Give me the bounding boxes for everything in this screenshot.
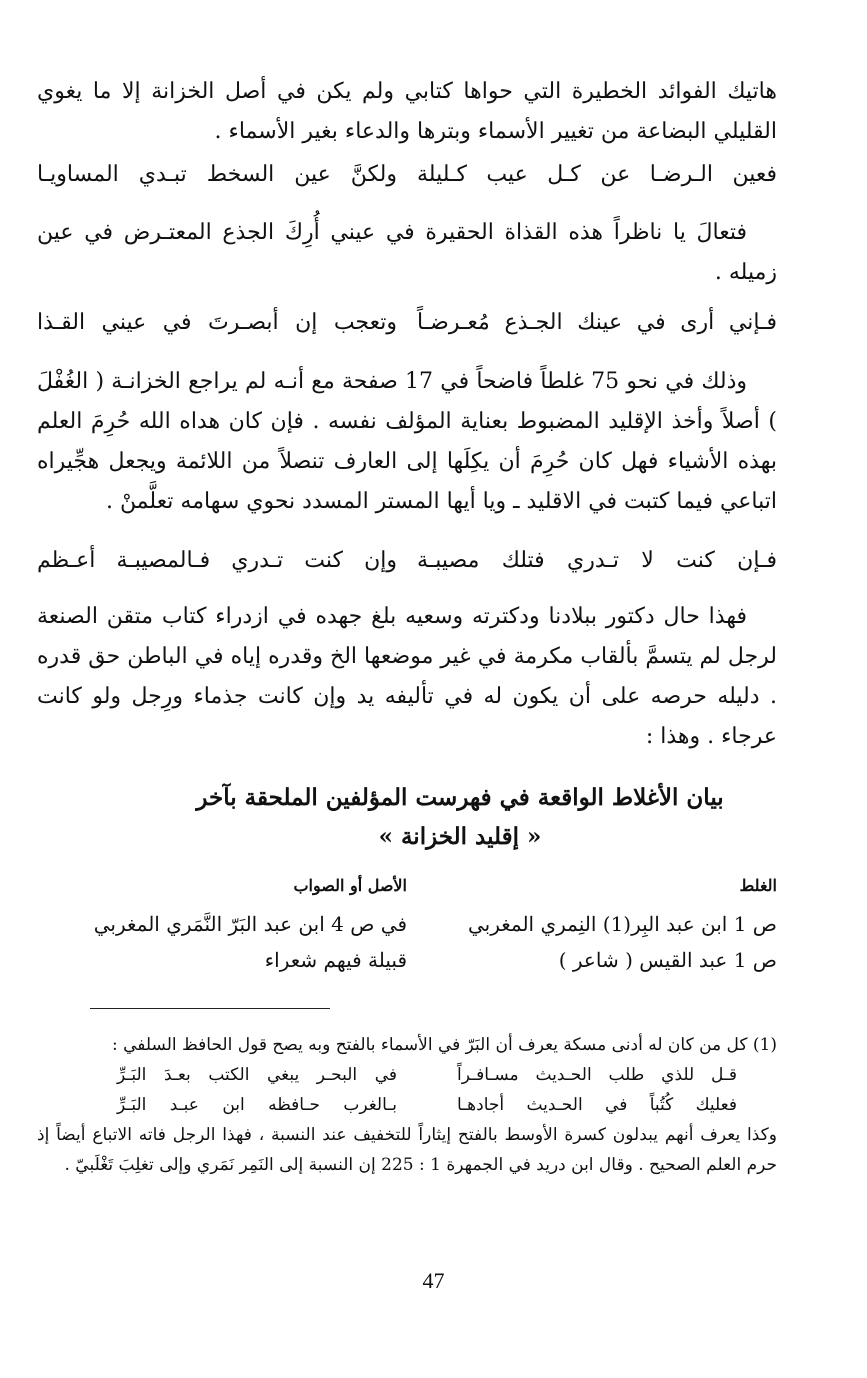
table-header xyxy=(37,876,777,906)
paragraph-4-text: فهذا حال دكتور ببلادنا ودكترته وسعيه بلغ جهده في ازدراء كتاب متقن الصنعة لرجل لم يتسمَّ بألقاب مكرمة في غير موضعها الخ وقدره إياه في الباطن حق قدره . دليله حرصه على أن يكون له في تأليفه يد وإن كانت جذماء ورِجل ولو كانت عرجاء . وهذا : xyxy=(37,604,777,749)
verse-3-second-hemistich: وإن كنت تـدري فـالمصيبـة أعـظم xyxy=(37,548,397,573)
footnote-verse-1-first: قـل للذي طلب الحـديث مسـافـراً xyxy=(457,1065,737,1085)
verse-3 xyxy=(37,538,777,584)
paragraph-4 xyxy=(37,597,777,757)
paragraph-3 xyxy=(37,362,777,522)
paragraph-2 xyxy=(37,213,777,293)
verse-2-second-hemistich: وتعجب إن أبصـرتَ في عيني القـذا xyxy=(37,310,397,335)
header-correct: الأصل أو الصواب xyxy=(293,876,407,895)
row-2-correct: قبيلة فيهم شعراء xyxy=(264,948,407,972)
verse-1-second-hemistich: ولكنَّ عين السخط تبـدي المساويـا xyxy=(37,162,397,187)
paragraph-1 xyxy=(37,72,777,152)
paragraph-3-text: وذلك في نحو 75 غلطاً فاضحاً في 17 صفحة مع أنـه لم يراجع الخزانـة ( الغُفْلَ ) أصلاً وأخذ الإقليد المضبوط بعناية المؤلف نفسه . فإن كان هداه الله حُرِمَ العلم بهذه الأشياء فهل كان حُرِمَ أن يكِلَها إلى العارف تنصلاً من اللائمة ويجعل هجِّيراه اتباعي فيما كتبت في الاقليد ـ ويا أيها المستر المسدد نحوي سهامه تعلَّمنْ . xyxy=(37,369,777,514)
verse-2 xyxy=(37,300,777,346)
footnote-separator xyxy=(90,1008,330,1009)
verse-1-first-hemistich: فعين الـرضـا عن كـل عيب كـليلة xyxy=(417,162,777,187)
paragraph-2-text: فتعالَ يا ناظراً هذه القذاة الحقيرة في عيني أُرِكَ الجذع المعتـرض في عين زميله . xyxy=(37,220,777,285)
row-1-correct: في ص 4 ابن عبد البَرّ النَّمَري المغربي xyxy=(93,912,407,936)
footnote-verse-1-second: في البحـر يبغي الكتب بعـدَ البَـرِّ xyxy=(117,1065,397,1085)
corrections-table xyxy=(37,876,777,978)
table-row xyxy=(37,942,777,978)
page-number: 47 xyxy=(422,1268,445,1293)
footnote xyxy=(37,1030,777,1180)
footnote-intro: (1) كل من كان له أدنى مسكة يعرف أن البَرّ في الأسماء بالفتح وبه يصح قول الحافظ السلفي : xyxy=(112,1035,777,1055)
verse-3-first-hemistich: فـإن كنت لا تـدري فتلك مصيبـة xyxy=(417,548,777,573)
verse-1 xyxy=(37,152,777,198)
footnote-verse-2 xyxy=(117,1090,737,1120)
paragraph-1-text: هاتيك الفوائد الخطيرة التي حواها كتابي ولم يكن في أصل الخزانة إلا ما يغوي القليلي البضاعة من تغيير الأسماء وبترها والدعاء بغير الأسماء . xyxy=(37,79,777,144)
row-2-error: ص 1 عبد القيس ( شاعر ) xyxy=(558,948,777,972)
footnote-verse-2-second: بـالغرب حـافظه ابن عبـد البَـرِّ xyxy=(117,1095,397,1115)
footnote-text: وكذا يعرف أنهم يبدلون كسرة الأوسط بالفتح إيثاراً للتخفيف عند النسبة ، فهذا الرجل فاته الاتباع أيضاً إذ حرم العلم الصحيح . وقال ابن دريد في الجمهرة 1 : 225 إن النسبة إلى النَمِر نَمَري وإلى تغلِبَ تَغْلَبيّ . xyxy=(37,1125,777,1175)
verse-2-first-hemistich: فـإني أرى في عينك الجـذع مُعـرضـاً xyxy=(417,310,777,335)
table-row xyxy=(37,906,777,942)
row-1-error: ص 1 ابن عبد البِر(1) النِمري المغربي xyxy=(467,912,777,936)
section-heading-line-1: بيان الأغلاط الواقعة في فهرست المؤلفين الملحقة بآخر xyxy=(196,784,724,811)
footnote-verse-1 xyxy=(117,1060,737,1090)
footnote-verse-2-first: فعليك كُتُباً في الحـديث أجادهـا xyxy=(457,1095,737,1115)
section-heading-line-2: « إقليد الخزانة » xyxy=(378,823,542,850)
header-error: الغلط xyxy=(739,876,777,895)
